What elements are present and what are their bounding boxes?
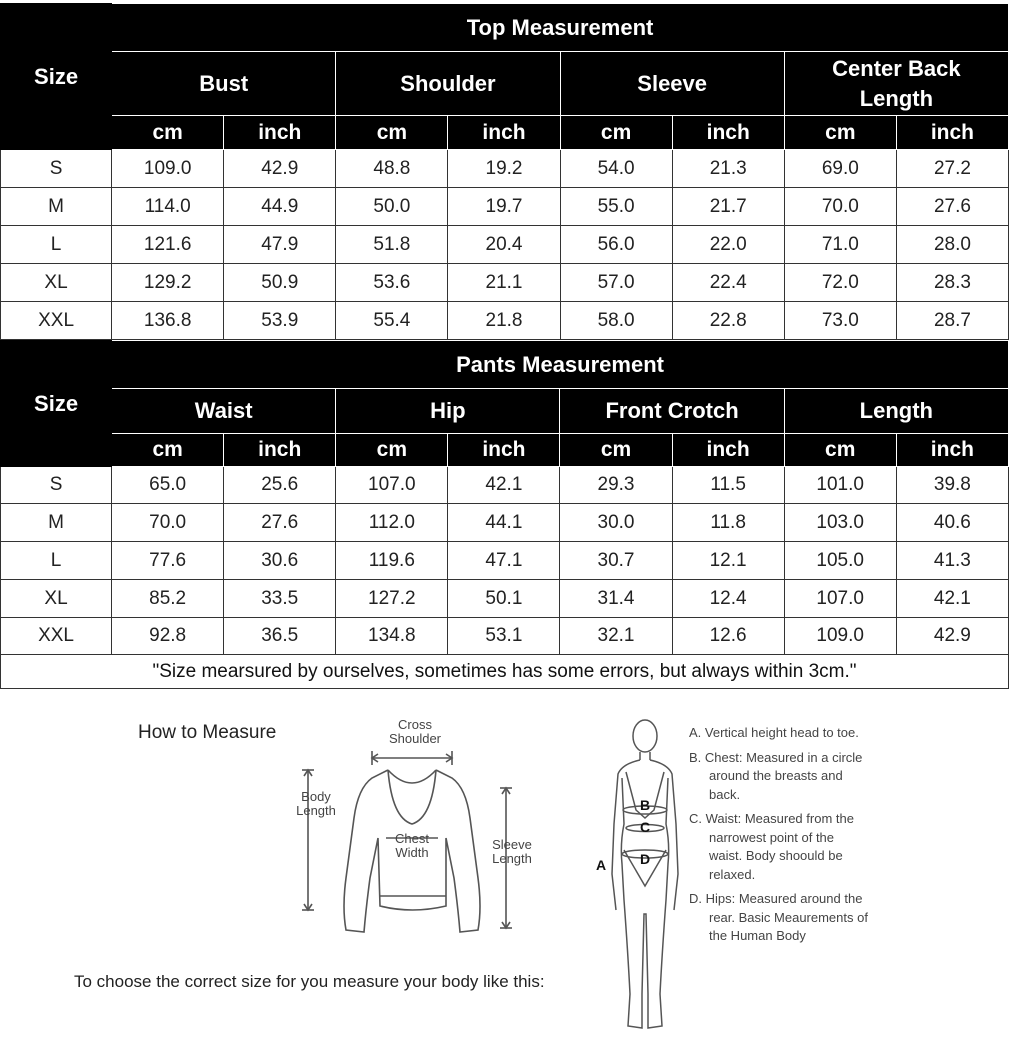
label-chest-width-line2: Width [395,845,429,860]
unit-row [1,434,1009,467]
value-cell: 19.7 [448,188,560,226]
note-chest-text: B. Chest: Measured in a circle around the breasts and back. [689,749,863,802]
unit-header-inch: inch [672,116,784,150]
table-row [1,618,1009,655]
unit-header-inch: inch [672,434,784,467]
value-cell: 42.9 [896,618,1008,655]
pants-measurement-table [0,340,1009,689]
column-header-waist: Waist [112,389,336,434]
value-cell: 72.0 [784,264,896,302]
value-cell: 19.2 [448,150,560,188]
top-measurement-table [0,3,1009,340]
table-row [1,302,1009,340]
value-cell: 22.4 [672,264,784,302]
value-cell: 70.0 [784,188,896,226]
value-cell: 55.0 [560,188,672,226]
value-cell: 29.3 [560,467,672,504]
value-cell: 107.0 [336,467,448,504]
label-body-length [286,790,346,818]
value-cell: 53.9 [224,302,336,340]
unit-header-cm: cm [336,434,448,467]
top-measurement-title: Top Measurement [112,4,1009,52]
unit-header-cm: cm [784,434,896,467]
note-chest [689,749,869,805]
value-cell: 30.0 [560,504,672,542]
value-cell: 119.6 [336,542,448,580]
value-cell: 105.0 [784,542,896,580]
measurement-notes [689,724,869,952]
value-cell: 25.6 [224,467,336,504]
size-cell: XXL [1,618,112,655]
value-cell: 22.8 [672,302,784,340]
value-cell: 32.1 [560,618,672,655]
size-cell: S [1,150,112,188]
label-chest-width-line1: Chest [395,831,429,846]
value-cell: 36.5 [224,618,336,655]
unit-header-cm: cm [336,116,448,150]
unit-header-cm: cm [560,116,672,150]
unit-header-inch: inch [896,434,1008,467]
value-cell: 31.4 [560,580,672,618]
value-cell: 53.6 [336,264,448,302]
value-cell: 57.0 [560,264,672,302]
measurement-note: "Size mearsured by ourselves, sometimes has some errors, but always within 3cm." [1,655,1009,689]
value-cell: 21.7 [672,188,784,226]
unit-header-inch: inch [224,116,336,150]
value-cell: 11.8 [672,504,784,542]
value-cell: 103.0 [784,504,896,542]
size-cell: S [1,467,112,504]
value-cell: 44.1 [448,504,560,542]
value-cell: 55.4 [336,302,448,340]
note-row [1,655,1009,689]
value-cell: 42.1 [448,467,560,504]
size-cell: XL [1,264,112,302]
size-cell: M [1,188,112,226]
value-cell: 30.6 [224,542,336,580]
value-cell: 109.0 [784,618,896,655]
value-cell: 47.1 [448,542,560,580]
unit-header-inch: inch [448,116,560,150]
value-cell: 30.7 [560,542,672,580]
body-letter-a: A [596,857,607,873]
value-cell: 101.0 [784,467,896,504]
value-cell: 107.0 [784,580,896,618]
value-cell: 11.5 [672,467,784,504]
value-cell: 53.1 [448,618,560,655]
unit-header-inch: inch [224,434,336,467]
value-cell: 12.6 [672,618,784,655]
value-cell: 48.8 [336,150,448,188]
value-cell: 33.5 [224,580,336,618]
label-cross-shoulder-line2: Shoulder [388,731,442,746]
value-cell: 85.2 [112,580,224,618]
how-to-measure-section [0,700,1010,1048]
value-cell: 50.1 [448,580,560,618]
value-cell: 51.8 [336,226,448,264]
unit-header-cm: cm [112,434,224,467]
choose-size-instruction: To choose the correct size for you measure your body like this: [74,972,545,991]
pants-measurement-title: Pants Measurement [112,341,1009,389]
body-letter-d: D [640,851,651,867]
value-cell: 42.1 [896,580,1008,618]
value-cell: 114.0 [112,188,224,226]
column-header-front-crotch: Front Crotch [560,389,784,434]
value-cell: 27.6 [896,188,1008,226]
size-header: Size [1,341,112,467]
body-letter-b: B [640,797,651,813]
unit-header-cm: cm [112,116,224,150]
label-cross-shoulder [380,718,450,746]
column-header-center-back-length [784,52,1008,116]
value-cell: 109.0 [112,150,224,188]
label-body-length-line1: Body [301,789,331,804]
how-to-measure-title: How to Measure [138,722,277,743]
unit-header-cm: cm [784,116,896,150]
note-waist-text: C. Waist: Measured from the narrowest point of the waist. Body shoould be relaxed. [689,811,854,882]
label-chest-width [382,832,442,860]
value-cell: 21.3 [672,150,784,188]
value-cell: 27.6 [224,504,336,542]
value-cell: 44.9 [224,188,336,226]
size-header: Size [1,4,112,150]
table-row [1,504,1009,542]
value-cell: 50.9 [224,264,336,302]
note-vertical-height [689,724,869,743]
label-sleeve-length [480,838,544,866]
note-waist [689,810,869,884]
body-letter-c: C [640,819,651,835]
note-hips [689,890,869,946]
value-cell: 47.9 [224,226,336,264]
value-cell: 21.1 [448,264,560,302]
value-cell: 127.2 [336,580,448,618]
table-row [1,264,1009,302]
size-cell: M [1,504,112,542]
table-row [1,150,1009,188]
value-cell: 121.6 [112,226,224,264]
size-cell: L [1,542,112,580]
size-cell: XL [1,580,112,618]
value-cell: 12.4 [672,580,784,618]
value-cell: 56.0 [560,226,672,264]
value-cell: 58.0 [560,302,672,340]
value-cell: 69.0 [784,150,896,188]
value-cell: 39.8 [896,467,1008,504]
unit-header-inch: inch [448,434,560,467]
value-cell: 20.4 [448,226,560,264]
size-cell: XXL [1,302,112,340]
value-cell: 134.8 [336,618,448,655]
column-header-length: Length [784,389,1008,434]
label-sleeve-length-line2: Length [492,851,532,866]
unit-header-cm: cm [560,434,672,467]
value-cell: 41.3 [896,542,1008,580]
value-cell: 65.0 [112,467,224,504]
column-header-sleeve: Sleeve [560,52,784,116]
table-row [1,188,1009,226]
value-cell: 28.3 [896,264,1008,302]
unit-row [1,116,1009,150]
human-body-diagram [600,714,690,1049]
table-row [1,226,1009,264]
value-cell: 50.0 [336,188,448,226]
column-header-bust: Bust [112,52,336,116]
note-vertical-height-text: A. Vertical height head to toe. [689,725,859,740]
value-cell: 42.9 [224,150,336,188]
value-cell: 112.0 [336,504,448,542]
note-hips-text: D. Hips: Measured around the rear. Basic Meaurements of the Human Body [689,891,868,943]
label-sleeve-length-line1: Sleeve [492,837,532,852]
value-cell: 40.6 [896,504,1008,542]
table-row [1,542,1009,580]
table-row [1,467,1009,504]
label-body-length-line2: Length [296,803,336,818]
value-cell: 54.0 [560,150,672,188]
value-cell: 28.0 [896,226,1008,264]
value-cell: 92.8 [112,618,224,655]
value-cell: 21.8 [448,302,560,340]
value-cell: 73.0 [784,302,896,340]
value-cell: 129.2 [112,264,224,302]
value-cell: 12.1 [672,542,784,580]
column-header-hip: Hip [336,389,560,434]
value-cell: 27.2 [896,150,1008,188]
label-cross-shoulder-line1: Cross [398,717,432,732]
size-cell: L [1,226,112,264]
value-cell: 71.0 [784,226,896,264]
column-header-shoulder: Shoulder [336,52,560,116]
value-cell: 28.7 [896,302,1008,340]
value-cell: 136.8 [112,302,224,340]
column-header-center-back-length-text: Center Back Length [832,55,961,111]
value-cell: 22.0 [672,226,784,264]
unit-header-inch: inch [896,116,1008,150]
table-row [1,580,1009,618]
value-cell: 77.6 [112,542,224,580]
value-cell: 70.0 [112,504,224,542]
